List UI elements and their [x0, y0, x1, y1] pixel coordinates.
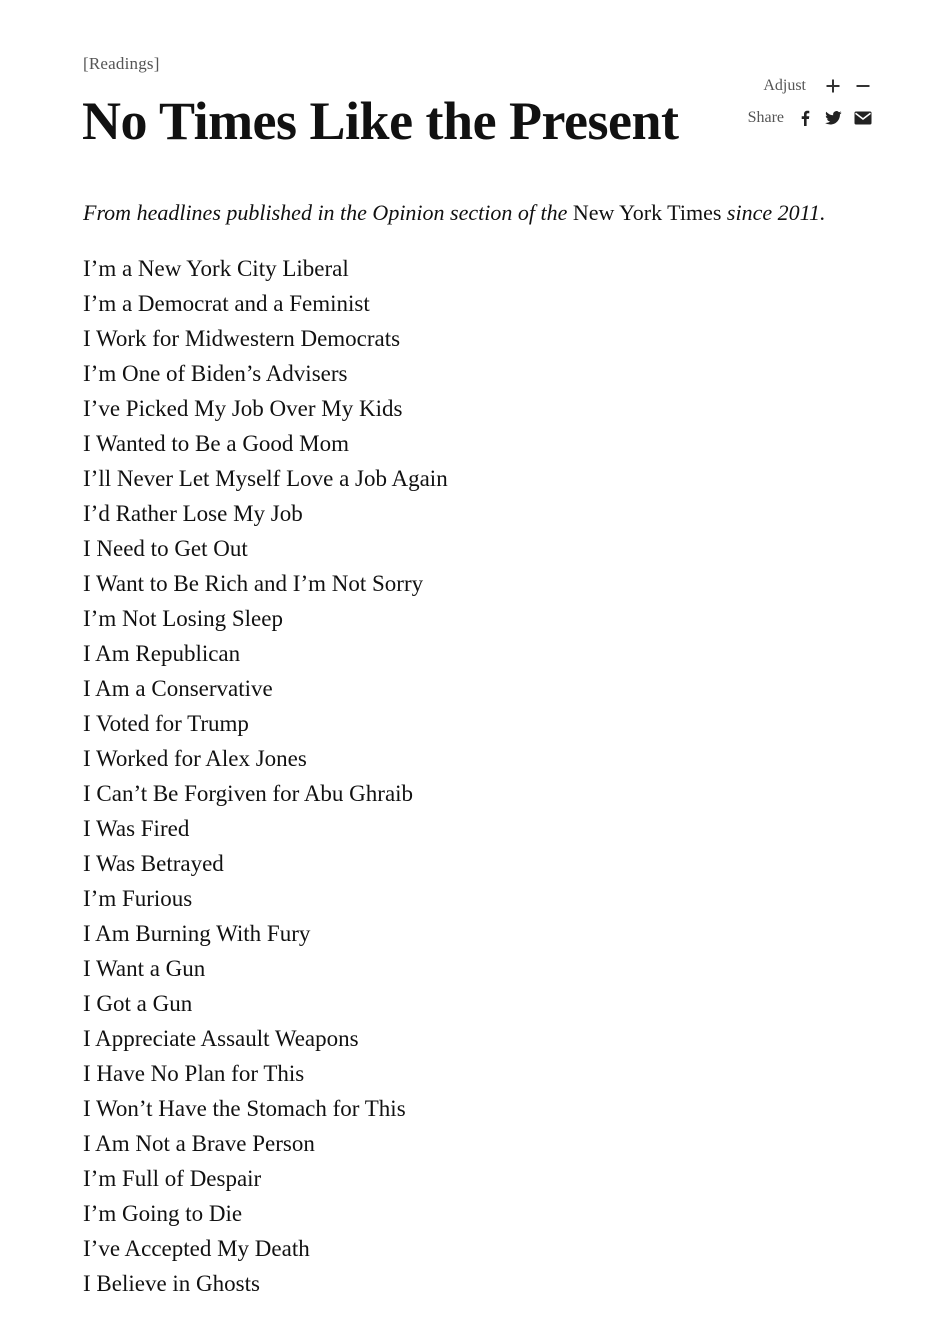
email-icon[interactable]	[852, 107, 874, 129]
headline-line: I Have No Plan for This	[83, 1061, 305, 1086]
headline-line: I’ve Picked My Job Over My Kids	[83, 396, 403, 421]
headline-line: I Am Burning With Fury	[83, 921, 311, 946]
headline-line: I Am Not a Brave Person	[83, 1131, 315, 1156]
headline-line: I’ll Never Let Myself Love a Job Again	[83, 466, 448, 491]
publication-name: New York Times	[572, 200, 722, 225]
minus-icon[interactable]	[852, 75, 874, 97]
page-title: No Times Like the Present	[82, 91, 679, 151]
facebook-icon[interactable]	[794, 107, 816, 129]
headline-line: I’m a Democrat and a Feminist	[83, 291, 370, 316]
headline-line: I Want to Be Rich and I’m Not Sorry	[83, 571, 424, 596]
headline-line: I Am Republican	[83, 641, 241, 666]
headline-line: I Worked for Alex Jones	[83, 746, 307, 771]
headline-line: I’m Full of Despair	[83, 1166, 262, 1191]
plus-icon[interactable]	[822, 75, 844, 97]
adjust-label: Adjust	[763, 77, 806, 94]
headline-line: I Won’t Have the Stomach for This	[83, 1096, 406, 1121]
headline-line: I Was Fired	[83, 816, 190, 841]
headline-line: I Was Betrayed	[83, 851, 224, 876]
twitter-icon[interactable]	[822, 107, 844, 129]
headline-line: I Got a Gun	[83, 991, 193, 1016]
headline-line: I Believe in Ghosts	[83, 1271, 260, 1296]
headline-line: I Want a Gun	[83, 956, 206, 981]
headline-line: I’m Going to Die	[83, 1201, 243, 1226]
headline-line: I’d Rather Lose My Job	[83, 501, 303, 526]
headline-line: I Can’t Be Forgiven for Abu Ghraib	[83, 781, 414, 806]
intro-part-2: since 2011.	[721, 200, 826, 225]
headline-line: I’m One of Biden’s Advisers	[83, 361, 348, 386]
headline-line: I’m Not Losing Sleep	[83, 606, 283, 631]
headline-line: I Appreciate Assault Weapons	[83, 1026, 359, 1051]
headline-line: I’m a New York City Liberal	[83, 256, 349, 281]
section-tag[interactable]: [Readings]	[83, 54, 160, 73]
headline-line: I’ve Accepted My Death	[83, 1236, 310, 1261]
headline-list	[83, 251, 448, 1301]
adjust-row	[748, 72, 874, 100]
share-label: Share	[747, 109, 784, 126]
headline-line: I’m Furious	[83, 886, 193, 911]
headline-line: I Voted for Trump	[83, 711, 249, 736]
intro-part-1: From headlines published in the Opinion section of the	[83, 200, 573, 225]
headline-line: I Wanted to Be a Good Mom	[83, 431, 350, 456]
intro-text	[83, 200, 825, 226]
share-row	[748, 104, 874, 132]
article-controls	[748, 72, 874, 136]
headline-line: I Am a Conservative	[83, 676, 273, 701]
headline-line: I Need to Get Out	[83, 536, 248, 561]
headline-line: I Work for Midwestern Democrats	[83, 326, 401, 351]
